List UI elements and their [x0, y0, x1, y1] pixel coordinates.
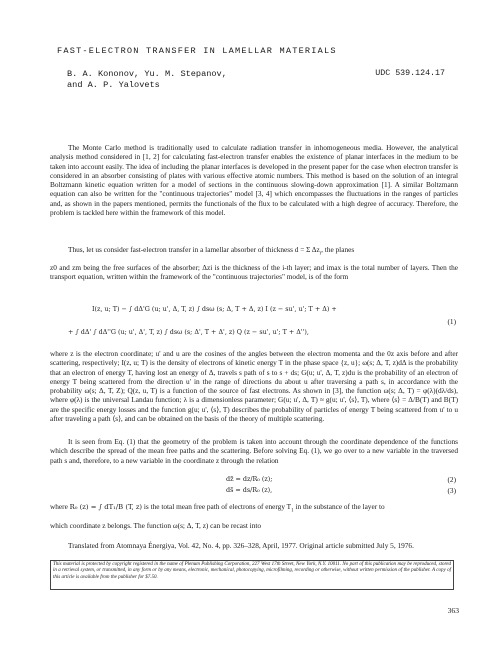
paragraph-mean-free-path: where R₀ (z) = ∫ dT₁/B (T, z) is the total mean free path of electrons of energy $T_1$ in the substance of the layer to: [50, 502, 385, 514]
authors-line-1: B. A. Kononov, Yu. M. Stepanov,: [67, 69, 227, 79]
article-title: FAST-ELECTRON TRANSFER IN LAMELLAR MATERIALS: [57, 46, 337, 56]
paragraph-thickness-text: Thus, let us consider fast-electron transfer in a lamellar absorber of thickness d = Σ Δz: [68, 245, 320, 254]
paragraph-definitions: where z is the electron coordinate; u' and u are the cosines of the angles between the electron momenta and the 0z axis before and after scattering, respectively; I(z, u; T) is the density of electrons of kinetic energy T in the phase space {z, u}; ω(s; Δ, T, z)dΔ is the probability that an electron of energy T, having lost an energy of Δ, travels s path of s to s + ds; G(u; u', Δ, T, z)du is the probability of an electron of energy T being scattered from the direction u' in the range of directions du about u after traversing a path s, in accordance with the probability ω(s; Δ, T, Z); Q(z, u, T) is a function of the source of fast electrons. As shown in [3], the function ω(s; Δ, T) = φ(λ)(dλ/ds), where φ(λ) is the universal Landau function; λ is a dimensionless parameter; G(u; u', Δ, T) ≈ g(u; u', ⟨s⟩, T), where ⟨s⟩ = Δ/B(T) and B(T) are the specific energy losses and the function g(u; u', ⟨s⟩, T) describes the probability of particles of energy T being scattered from u' to u after traveling a path ⟨s⟩, and can be obtained on the basis of the theory of multiple scattering.: [50, 349, 458, 424]
paragraph-layers: z0 and zm being the free surfaces of the absorber; Δzi is the thickness of the i-th layer; and imax is the total number of layers. Then the transport equation, written within the framework of the "continuous trajectories" model, is of the form: [50, 263, 458, 282]
equation-2-number: (2): [447, 475, 456, 484]
equation-r0: R₀ (z) = ∫ dT₁/B (T, z): [69, 503, 143, 511]
equation-2: dz̃ = dz/R₀ (z);: [226, 475, 273, 483]
translation-footnote: Translated from Atomnaya Énergiya, Vol. 42, No. 4, pp. 326–328, April, 1977. Original article submitted July 5, 1976.: [68, 541, 414, 550]
equation-1-line-2: + ∫ dΔ' ∫ dΔ''G (u; u', Δ', T, z) ∫ dsω (s; Δ', T + Δ', z) Q (z − su', u'; T + Δ''),: [68, 328, 309, 336]
equation-1-number: (1): [447, 317, 456, 326]
where-word: where: [50, 502, 68, 511]
paragraph-thickness-tail: , the planes: [321, 245, 355, 254]
mean-free-path-text: is the total mean free path of electrons of energy T: [143, 502, 292, 511]
paragraph-recast: which coordinate z belongs. The function ω(s; Δ, T, z) can be recast into: [50, 521, 262, 530]
equation-3-number: (3): [447, 486, 456, 495]
equation-3: ds̃ = ds/R₀ (z),: [226, 486, 273, 494]
equation-1-line-1: I(z, u; T) − ∫ dΔ'G (u; u', Δ, T, z) ∫ dsω (s; Δ, T + Δ, z) I (z − su', u'; T + Δ) +: [92, 305, 337, 313]
page-number: 363: [447, 606, 459, 615]
copyright-notice: This material is protected by copyright registered in the name of Plenum Publishing Corporation, 227 West 17th Street, New York, N.Y. 10011. No part of this publication may be reproduced, stored in a retrieval system, or transmitted, in any form or by any means, electronic, mechanical, photocopying, microfilming, recording or otherwise, without written permission of the publisher. A copy of this article is available from the publisher for $7.50.: [50, 560, 454, 590]
udc-code: UDC 539.124.17: [375, 69, 445, 78]
authors-line-2: and A. P. Yalovets: [67, 80, 160, 90]
mean-free-path-tail: in the substance of the layer to: [293, 502, 385, 511]
paragraph-thickness: Thus, let us consider fast-electron transfer in a lamellar absorber of thickness d = Σ $\Delta z_i$, the planes: [68, 245, 355, 257]
paragraph-geometry: It is seen from Eq. (1) that the geometry of the problem is taken into account through the coordinate dependence of the functions which describe the spread of the mean free paths and the scattering. Before solving Eq. (1), we go over to a new variable in the traversed path s and, therefore, to a new variable in the coordinate z through the relation: [50, 437, 458, 465]
author-block: [67, 69, 227, 91]
paragraph-intro: The Monte Carlo method is traditionally used to calculate radiation transfer in inhomogeneous media. However, the analytical analysis method considered in [1, 2] for calculating fast-electron transfer enables the existence of planar interfaces in the medium to be taken into account easily. The idea of including the planar interfaces is developed in the present paper for the case when electron transfer is considered in an absorber consisting of plates with various effective atomic numbers. This method is based on the solution of an integral Boltzmann kinetic equation written for a model of sections in the continuous slowing-down approximation [1]. A similar Boltzmann equation can also be written for the "continuous trajectories" model [3, 4] which encompasses the fluctuations in the ranges of particles and, as shown in the papers mentioned, permits the functionals of the flux to be calculated with a high degree of accuracy. Therefore, the problem is tackled here within the framework of this model.: [50, 143, 458, 218]
